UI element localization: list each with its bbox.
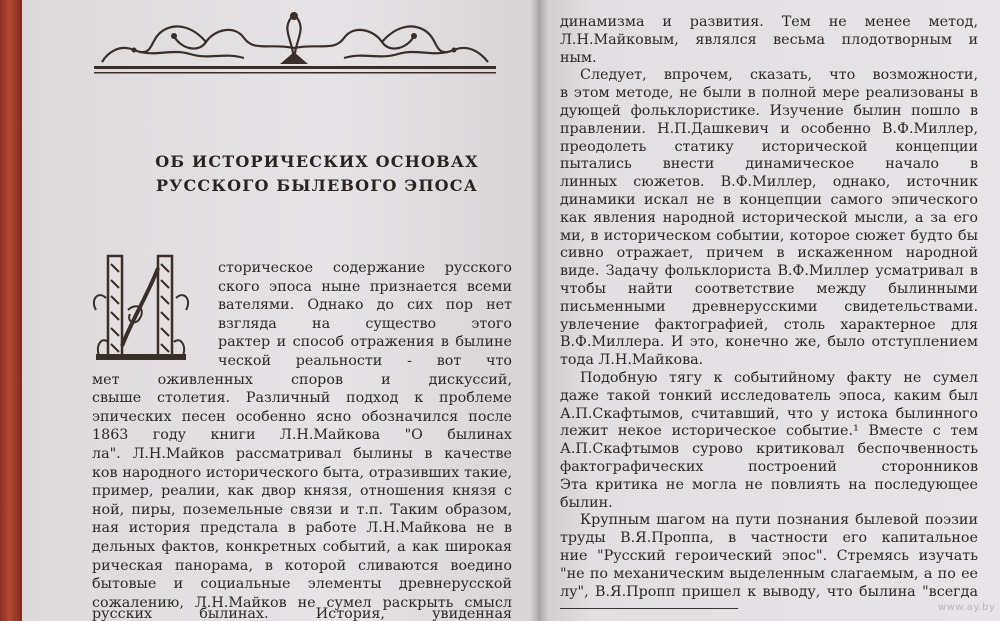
text-line: динамизма и развития. Тем не менее метод, (560, 14, 978, 30)
text-line: лежит некое историческое событие.¹ Вместе с тем (560, 423, 978, 440)
text-line: ми, в историческом событии, которое сюжет будто бы (560, 227, 978, 244)
text-line: рактер и способ отражения в былине (218, 334, 512, 351)
text-line: сторическое содержание русского (218, 260, 512, 276)
footnote-rule (560, 608, 738, 609)
text-line: линных сюжетов. В.Ф.Миллер, однако, источник (560, 174, 978, 191)
text-line: правлении. Н.П.Дашкевич и особенно В.Ф.Миллер, (560, 120, 978, 137)
text-line: дельных фактов, конкретных событий, а как широкая (92, 539, 512, 555)
text-line: ная история предстала в работе Л.Н.Майкова не в (92, 520, 512, 537)
text-line: виде. Задачу фольклориста В.Ф.Миллер усматривал в (560, 263, 978, 280)
text-line: эпических песен особенно ясно обозначился после (92, 408, 512, 425)
text-line: увлечение фактографией, столь характерное для (560, 316, 978, 333)
text-line: Следует, впрочем, сказать, что возможности, (580, 67, 978, 84)
text-line: свыше столетия. Различный подход к проблеме (92, 390, 512, 407)
text-line: чтобы найти соответствие между былинными (560, 281, 978, 297)
text-line: в этом методе, не были в полной мере реализованы в (560, 85, 978, 102)
text-line: русских былинах. История, увиденная (92, 606, 512, 621)
book-cover-edge (0, 0, 22, 621)
text-line: пример, реалии, как двор князя, отношения князя с (92, 483, 512, 500)
text-line: дующей фольклористике. Изучение былин пошло в (560, 103, 978, 119)
watermark: www.ay.by (938, 602, 996, 613)
headpiece-ornament (94, 8, 496, 80)
svg-text:И: И (92, 250, 93, 251)
chapter-title-line-2: РУССКОГО БЫЛЕВОГО ЭПОСА (156, 176, 478, 195)
text-line: пытались внести динамическое начало в (560, 156, 978, 173)
chapter-title-line-1: ОБ ИСТОРИЧЕСКИХ ОСНОВАХ (155, 152, 479, 171)
right-page (538, 0, 1000, 621)
text-line: взгляда на существо этого (218, 315, 512, 332)
text-line: тода Л.Н.Майкова. (560, 352, 704, 369)
text-line: Л.Н.Майковым, являлся весьма плодотворным и (560, 31, 978, 48)
text-line: преодолеть статику исторической концепции (560, 138, 978, 155)
text-line: ского эпоса ныне признается всеми (218, 278, 512, 295)
text-line: ков народного исторического быта, отразивших такие, (92, 464, 512, 481)
text-line: вателями. Однако до сих пор нет (218, 297, 512, 314)
page-gutter (530, 0, 548, 621)
text-line: В.Ф.Миллера. И это, конечно же, было отступлением (560, 334, 978, 351)
dropcap-letter (92, 250, 190, 370)
text-line: ным. (560, 49, 597, 66)
left-page (22, 0, 538, 621)
text-line: ной, пиры, поземельные связи и т.п. Таким образом, (92, 501, 512, 518)
text-line: сожалению, Л.Н.Майков не сумел раскрыть смысл (92, 594, 512, 611)
text-line: письменными древнерусскими свидетельствами. (560, 298, 978, 315)
text-line: 1863 году книги Л.Н.Майкова "О былинах (92, 427, 512, 444)
text-line: ние "Русский героический эпос". Стремясь изучать (560, 548, 978, 564)
text-line: фактографических построений сторонников (560, 459, 978, 475)
text-line: Подобную тягу к событийному факту не сумел (580, 370, 978, 386)
text-line: сивно отражает, причем в искаженном народной (560, 245, 978, 262)
text-line: рическая панорама, в которой сливаются воедино (92, 557, 512, 574)
text-line: бытовые и социальные элементы древнерусской (92, 576, 512, 593)
chapter-title (122, 150, 512, 198)
text-line: как явления народной исторической мысли, а за его (560, 209, 978, 226)
text-line: лу", В.Я.Пропп пришел к выводу, что былина "всегда (560, 583, 978, 600)
text-line: динамики искал не в концепции самого эпического (560, 192, 978, 208)
text-line: А.П.Скафтымов, считавший, что у истока былинного (560, 405, 978, 422)
text-line: ла". Л.Н.Майков рассматривал былины в качестве (92, 446, 512, 462)
text-line: мет оживленных споров и дискуссий, (92, 371, 512, 388)
text-line: былин. (560, 494, 613, 511)
text-line: Эта критика не могла не повлиять на последующее (560, 476, 978, 493)
text-line: А.П.Скафтымов сурово критиковал беспочвенность (560, 441, 978, 458)
text-line: "не по механическим выделенным слагаемым, а по ее (560, 565, 978, 582)
text-line: Крупным шагом на пути познания былевой поэзии (580, 512, 978, 529)
text-line: даже такой тонкий исследователь эпоса, каким был (560, 387, 978, 404)
text-line: ческой реальности - вот что (218, 353, 512, 369)
text-line: труды В.Я.Проппа, в частности его капитальное (560, 530, 978, 547)
